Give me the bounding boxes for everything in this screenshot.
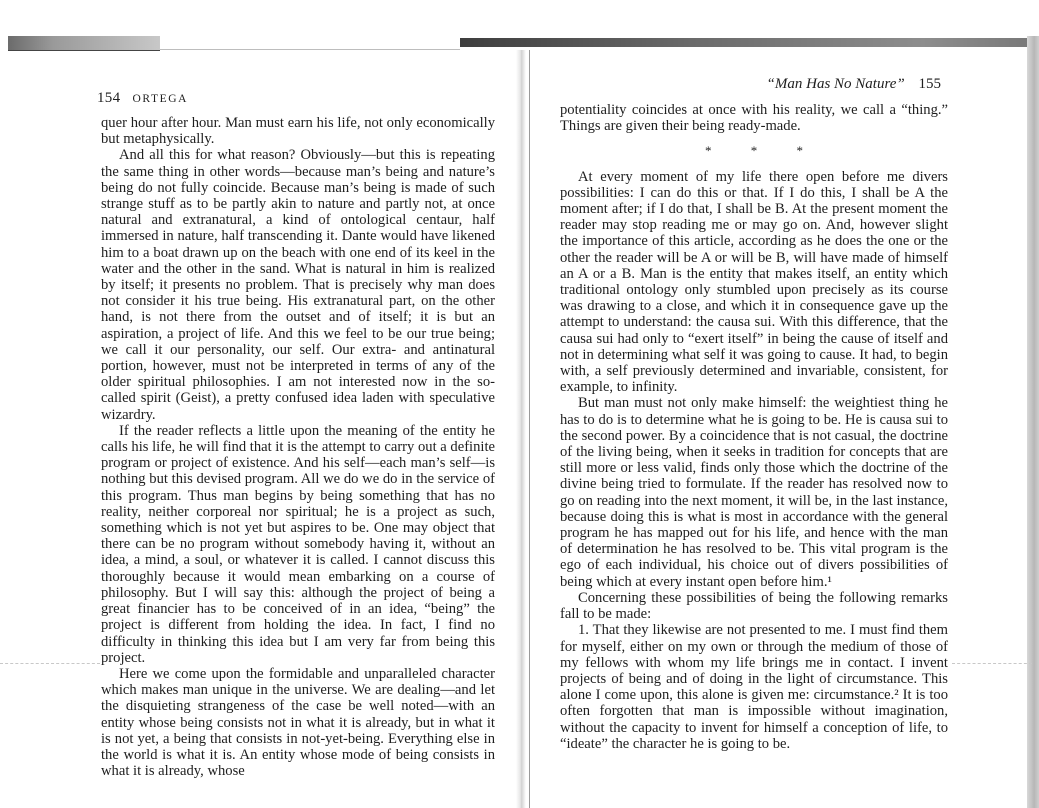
left-page-number: 154 <box>97 90 121 106</box>
right-paragraph-1: potentiality coincides at once with his reality, we call a “thing.” Things are given their being ready-made. <box>560 102 948 135</box>
section-separator: * * * <box>705 143 821 159</box>
left-paragraph-3: If the reader reflects a little upon the meaning of the entity he calls his life, he will find that it is the attempt to carry out a definite program or project of existence. And his self—each man’s self—is nothing but this devised program. All we do we do in the service of this program. Thus man begins by being something that has no reality, neither corporeal nor spiritual; he is a project as such, something which is not yet but aspires to be. One may object that there can be no program without somebody having it, without an idea, a mind, a soul, or whatever it is called. I cannot discuss this thoroughly because it would mean embarking on a course of philosophy. But I will say this: although the project of being a great financier has to be conceived of in an idea, “being” the project is different from holding the idea. In fact, I find no difficulty in thinking this idea but I am very far from being this project. <box>101 422 495 666</box>
left-running-head-author: ORTEGA <box>132 93 189 105</box>
scan-shadow-right-edge <box>1027 36 1039 808</box>
scan-fold-line-left <box>0 663 100 664</box>
right-page-body <box>560 102 948 752</box>
scan-fold-line-right <box>952 663 1032 664</box>
left-paragraph-2: And all this for what reason? Obviously—but this is repeating the same thing in other words—because man’s being and nature’s being do not fully coincide. Because man’s being is made of such strange stuff as to be partly akin to nature and partly not, at once natural and extranatural, a kind of ontological centaur, half immersed in nature, half transcending it. Dante would have likened him to a boat drawn up on the beach with one end of its keel in the water and the other in the sand. What is natural in him is realized by itself; it presents no problem. That is precisely why man does not consider it his true being. His extranatural part, on the other hand, is not there from the outset and of itself; it is but an aspiration, a project of life. And this we feel to be our true being; we call it our personality, our self. Our extra- and antinatural portion, however, must not be interpreted in terms of any of the older spiritual philosophies. I am not interested now in the so-called spirit (Geist), a pretty confused idea laden with speculative wizardry. <box>101 147 495 423</box>
left-running-head <box>97 90 188 107</box>
scan-shadow-top-left <box>8 36 160 51</box>
right-paragraph-3: But man must not only make himself: the weightiest thing he has to do is to determine what he is going to be. He is causa sui to the second power. By a coincidence that is not casual, the doctrine of the living being, when it seeks in tradition for concepts that are still more or less valid, finds only those which the doctrine of the divine being tried to formulate. If the reader has resolved now to go on reading into the next moment, it will be, in the last instance, because doing this is what is most in accordance with the general program he has mapped out for his life, and hence with the man of determination he has resolved to be. This vital program is the ego of each individual, his choice out of divers possibilities of being which at every instant open before him.¹ <box>560 395 948 590</box>
right-page-number: 155 <box>918 76 941 92</box>
right-paragraph-5: 1. That they likewise are not presented to me. I must find them for myself, either on my own or through the medium of those of my fellows with whom my life brings me in contact. I invent projects of being and of doing in the light of circumstance. This alone I come upon, this alone is given me: circumstance.² It is too often forgotten that man is impossible without imagination, without the capacity to invent for himself a conception of life, to “ideate” the character he is going to be. <box>560 622 948 752</box>
left-paragraph-4: Here we come upon the formidable and unparalleled character which makes man unique in the universe. We are dealing—and let the disquieting strangeness of the case be well noted—with an entity whose being consists not in what it is already, but in what it is not yet, a being that consists in not-yet-being. Everything else in the world is what it is. An entity whose mode of being consists in what it is already, whose <box>101 665 495 780</box>
book-gutter-line <box>529 50 530 808</box>
book-gutter-shadow <box>516 50 526 808</box>
left-paragraph-1: quer hour after hour. Man must earn his life, not only economically but metaphysically. <box>101 115 495 148</box>
right-paragraph-2: At every moment of my life there open before me divers possibilities: I can do this or that. If I do this, I shall be A the moment after; if I do that, I shall be B. At the present moment the reader may stop reading me or may go on. And, however slight the importance of this article, according as he does the one or the other the reader will be A or will be B, will have made of himself an A or a B. Man is the entity that makes itself, an entity which traditional ontology only stumbled upon precisely as its course was drawing to a close, and which it in consequence gave up the attempt to understand: the causa sui. With this difference, that the causa sui had only to “exert itself” in being the cause of itself and not in determining what self it was going to cause. It had, to begin with, a self previously determined and invariable, consistent, for example, to infinity. <box>560 168 948 396</box>
scan-shadow-top-right <box>460 38 1039 47</box>
right-running-head <box>767 76 941 93</box>
right-running-title: “Man Has No Nature” <box>766 76 905 92</box>
scan-edge-line <box>160 49 460 50</box>
left-page-body <box>101 115 495 779</box>
right-paragraph-4: Concerning these possibilities of being the following remarks fall to be made: <box>560 589 948 623</box>
